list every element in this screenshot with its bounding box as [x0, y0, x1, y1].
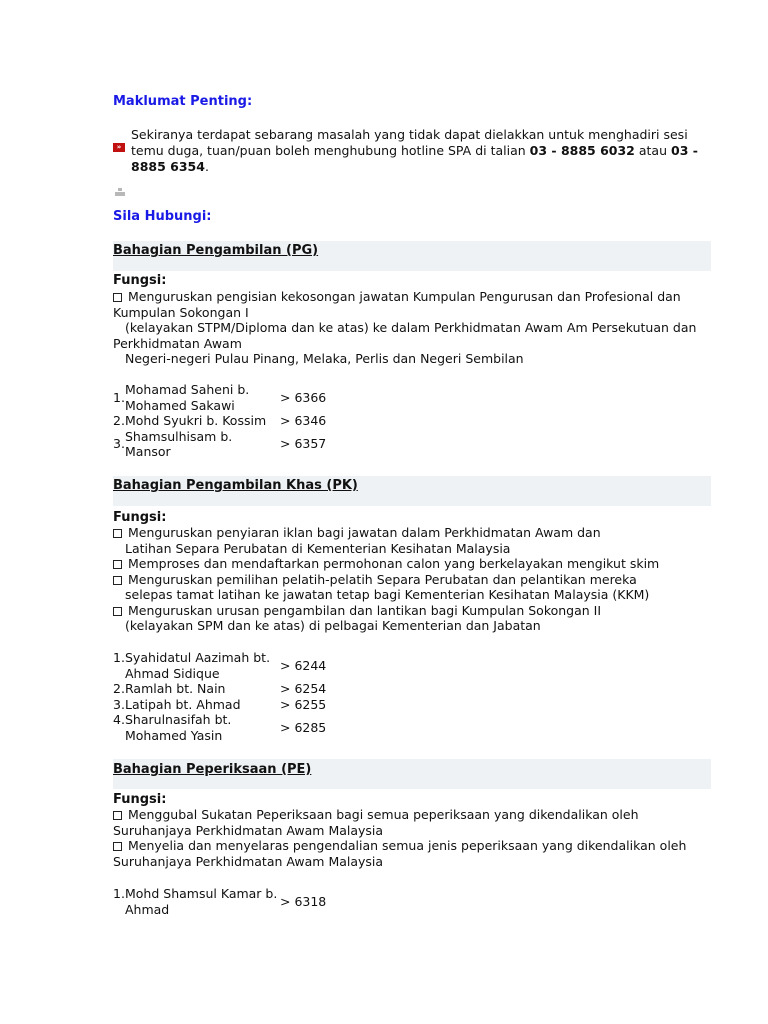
table-row: 4. Sharulnasifah bt. Mohamed Yasin > 6285 — [113, 712, 327, 743]
checkbox-icon — [113, 842, 122, 851]
image-placeholder-icon — [115, 188, 125, 196]
table-row: 1. Mohamad Saheni b. Mohamed Sakawi > 6366 — [113, 382, 327, 413]
hotline-phone-1: 03 - 8885 6032 — [529, 143, 635, 158]
checkbox-icon — [113, 529, 122, 538]
fungsi-item-cont: (kelayakan STPM/Diploma dan ke atas) ke dalam Perkhidmatan Awam Am Persekutuan dan — [125, 320, 697, 335]
table-row: 2. Mohd Syukri b. Kossim > 6346 — [113, 413, 327, 428]
checkbox-icon — [113, 811, 122, 820]
fungsi-item-cont: Suruhanjaya Perkhidmatan Awam Malaysia — [113, 853, 384, 869]
fungsi-label-pe: Fungsi: — [113, 792, 167, 807]
fungsi-item-cont: Suruhanjaya Perkhidmatan Awam Malaysia — [113, 822, 384, 838]
important-heading: Maklumat Penting: — [113, 94, 253, 109]
important-notice — [113, 127, 713, 175]
contact-table-pk — [113, 650, 326, 743]
checkbox-icon — [113, 607, 122, 616]
fungsi-item-cont: Kumpulan Sokongan I — [113, 304, 249, 320]
notice-atau: atau — [638, 143, 668, 158]
fungsi-item: Menguruskan pemilihan pelatih-pelatih Separa Perubatan dan pelantikan mereka — [113, 572, 713, 588]
double-arrow-icon: » — [113, 143, 125, 152]
table-row: 1. Syahidatul Aazimah bt. Ahmad Sidique > 6244 — [113, 650, 327, 681]
contact-table-pg — [113, 382, 326, 460]
fungsi-item-cont: selepas tamat latihan ke jawatan tetap bagi Kementerian Kesihatan Malaysia (KKM) — [125, 587, 650, 602]
fungsi-list-pe — [113, 807, 713, 869]
section-title-pe: Bahagian Peperiksaan (PE) — [113, 762, 312, 777]
fungsi-item: Menguruskan urusan pengambilan dan lantikan bagi Kumpulan Sokongan II — [113, 603, 713, 619]
fungsi-item: Menggubal Sukatan Peperiksaan bagi semua peperiksaan yang dikendalikan oleh — [113, 807, 713, 823]
table-row: 3. Shamsulhisam b. Mansor > 6357 — [113, 428, 327, 459]
notice-end: . — [204, 159, 209, 174]
fungsi-item-cont: Latihan Separa Perubatan di Kementerian Kesihatan Malaysia — [125, 540, 511, 556]
checkbox-icon — [113, 293, 122, 302]
hotline-phone-2: 03 - 8885 6354 — [131, 143, 698, 174]
fungsi-item: Memproses dan mendaftarkan permohonan calon yang berkelayakan mengikut skim — [113, 556, 713, 572]
fungsi-item-cont: Perkhidmatan Awam — [113, 335, 242, 351]
fungsi-label-pk: Fungsi: — [113, 510, 167, 525]
contact-heading: Sila Hubungi: — [113, 209, 212, 224]
table-row: 3. Latipah bt. Ahmad > 6255 — [113, 696, 327, 712]
checkbox-icon — [113, 576, 122, 585]
notice-text: Sekiranya terdapat sebarang masalah yang tidak dapat dielakkan untuk menghadiri sesi temu duga, tuan/puan boleh menghubung hotline SPA di talian — [131, 127, 688, 158]
fungsi-item: Menguruskan pengisian kekosongan jawatan Kumpulan Pengurusan dan Profesional dan — [113, 289, 713, 305]
fungsi-item: Menguruskan penyiaran iklan bagi jawatan dalam Perkhidmatan Awam dan — [113, 525, 713, 541]
table-row: 2. Ramlah bt. Nain > 6254 — [113, 681, 327, 696]
section-title-pk: Bahagian Pengambilan Khas (PK) — [113, 478, 358, 493]
fungsi-item-cont: (kelayakan SPM dan ke atas) di pelbagai Kementerian dan Jabatan — [125, 618, 541, 633]
fungsi-list-pk — [113, 525, 713, 634]
checkbox-icon — [113, 560, 122, 569]
fungsi-item-cont: Negeri-negeri Pulau Pinang, Melaka, Perlis dan Negeri Sembilan — [125, 351, 524, 366]
fungsi-item: Menyelia dan menyelaras pengendalian semua jenis peperiksaan yang dikendalikan oleh — [113, 838, 713, 854]
fungsi-list-pg — [113, 289, 713, 367]
contact-table-pe — [113, 886, 326, 917]
table-row: 1. Mohd Shamsul Kamar b. Ahmad > 6318 — [113, 886, 327, 917]
fungsi-label-pg: Fungsi: — [113, 273, 167, 288]
section-title-pg: Bahagian Pengambilan (PG) — [113, 243, 319, 258]
